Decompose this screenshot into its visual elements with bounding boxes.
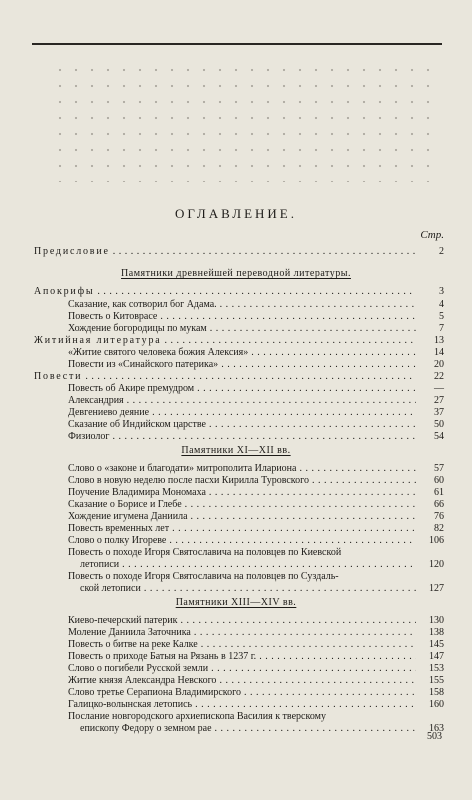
toc-entry-page: 120: [416, 558, 444, 571]
toc-entry-page: 153: [416, 662, 444, 675]
toc-entry-page: 106: [416, 534, 444, 547]
toc-entry-title-continued: летописи . . .: [80, 558, 440, 571]
toc-entry-title: Сказание о Борисе и Глебе . . .: [68, 498, 440, 511]
toc-entry-title: Повесть об Акире премудром . . .: [68, 382, 440, 395]
toc-entry-page: 130: [416, 614, 444, 627]
page-title: ОГЛАВЛЕНИЕ.: [174, 206, 298, 221]
toc-entry-title: Послание новгородского архиепископа Василия к тверскому: [68, 711, 326, 722]
toc-entry-title-continued: ской летописи . . .: [80, 582, 440, 595]
toc-entry-page: 127: [416, 582, 444, 595]
toc-entry-title: Хождение игумена Даниила . . .: [68, 510, 440, 523]
toc-entry-title: Повесть о приходе Батыя на Рязань в 1237 г. . . .: [68, 650, 440, 663]
toc-entry-preface: [0, 245, 472, 258]
toc-entry-page: —: [416, 382, 444, 395]
toc-entry-title: Сказание об Индийском царстве . . .: [68, 418, 440, 431]
toc-entry-title: Слово о полку Игореве . . .: [68, 534, 440, 547]
toc-entry-page: 20: [416, 358, 444, 371]
toc-entry-title: Предисловие . . .: [34, 245, 440, 258]
toc-entry-title: Слово о погибели Русской земли . . .: [68, 662, 440, 675]
toc-entry-page: 76: [416, 510, 444, 523]
toc-entry-title: Физиолог . . .: [68, 430, 440, 443]
toc-entry-title: Повесть о походе Игоря Святославича на половцев по Киевской: [68, 547, 342, 558]
toc-entry-page: 22: [416, 370, 444, 383]
toc-entry-page: 82: [416, 522, 444, 535]
toc-entry-page: 60: [416, 474, 444, 487]
section-heading: Памятники древнейшей переводной литературы.: [121, 268, 351, 279]
bleed-through-texture: [52, 62, 442, 182]
toc-entry-page: 5: [416, 310, 444, 323]
toc-entry-page: 7: [416, 322, 444, 335]
toc-entry-page: 54: [416, 430, 444, 443]
toc-entry-page: 3: [416, 285, 444, 298]
toc-entry-page: 27: [416, 394, 444, 407]
page-column-label: Стр.: [420, 229, 444, 241]
toc-entry-page: 50: [416, 418, 444, 431]
toc-entry-title-continued: епископу Федору о земном рае . . .: [80, 722, 440, 735]
toc-entry: [0, 430, 472, 443]
toc-entry-page: 66: [416, 498, 444, 511]
toc-entry-title: Хождение богородицы по мукам . . .: [68, 322, 440, 335]
toc-entry-page: 147: [416, 650, 444, 663]
toc-entry-title: Слово о «законе и благодати» митрополита Илариона . . .: [68, 462, 440, 475]
toc-entry-title: Житийная литература . . .: [34, 334, 440, 347]
toc-entry-title: Апокрифы . . .: [34, 285, 440, 298]
toc-entry-title: Повести . . .: [34, 370, 440, 383]
toc-entry-title: Житие князя Александра Невского . . .: [68, 674, 440, 687]
toc-entry-page: 37: [416, 406, 444, 419]
toc-entry-title: Галицко-волынская летопись . . .: [68, 698, 440, 711]
toc-entry-page: 14: [416, 346, 444, 359]
section-heading: Памятники XI—XII вв.: [181, 445, 291, 456]
toc-entry-page: 2: [416, 245, 444, 258]
toc-entry-title: Повесть о битве на реке Калке . . .: [68, 638, 440, 651]
toc-entry-title: «Житие святого человека божия Алексия» . . .: [68, 346, 440, 359]
toc-entry: [0, 285, 472, 298]
toc-entry-continuation: [0, 722, 472, 735]
toc-entry-title: Киево-печерский патерик . . .: [68, 614, 440, 627]
toc-entry-title: Девгениево деяние . . .: [68, 406, 440, 419]
toc-entry-title: Сказание, как сотворил бог Адама. . . .: [68, 298, 440, 311]
toc-entry-page: 138: [416, 626, 444, 639]
toc-entry-title: Повесть о походе Игоря Святославича на половцев по Суздаль-: [68, 571, 339, 582]
toc-entry-page: 160: [416, 698, 444, 711]
toc-entry-title: Поучение Владимира Мономаха . . .: [68, 486, 440, 499]
toc-entry-page: 13: [416, 334, 444, 347]
toc-entry-continuation: [0, 582, 472, 595]
toc-entry-title: Моление Даниила Заточника . . .: [68, 626, 440, 639]
toc-entry-page: 61: [416, 486, 444, 499]
toc-entry-page: 158: [416, 686, 444, 699]
toc-entry-title: Повесть о Китоврасе . . .: [68, 310, 440, 323]
toc-entry-page: 145: [416, 638, 444, 651]
toc-entry-page: 4: [416, 298, 444, 311]
toc-entry-page: 163: [416, 722, 444, 735]
toc-entry-page: 155: [416, 674, 444, 687]
section-heading: Памятники XIII—XIV вв.: [175, 597, 297, 608]
top-rule: [32, 43, 442, 45]
toc-entry-title: Александрия . . .: [68, 394, 440, 407]
toc-entry-title: Повести из «Синайского патерика» . . .: [68, 358, 440, 371]
toc-entry-title: Слово в новую неделю после пасхи Кирилла Туровского . . .: [68, 474, 440, 487]
page-number: 503: [427, 731, 442, 742]
toc-entry-title: Слово третье Серапиона Владимирского . . .: [68, 686, 440, 699]
toc-entry-page: 57: [416, 462, 444, 475]
toc-entry-title: Повесть временных лет . . .: [68, 522, 440, 535]
